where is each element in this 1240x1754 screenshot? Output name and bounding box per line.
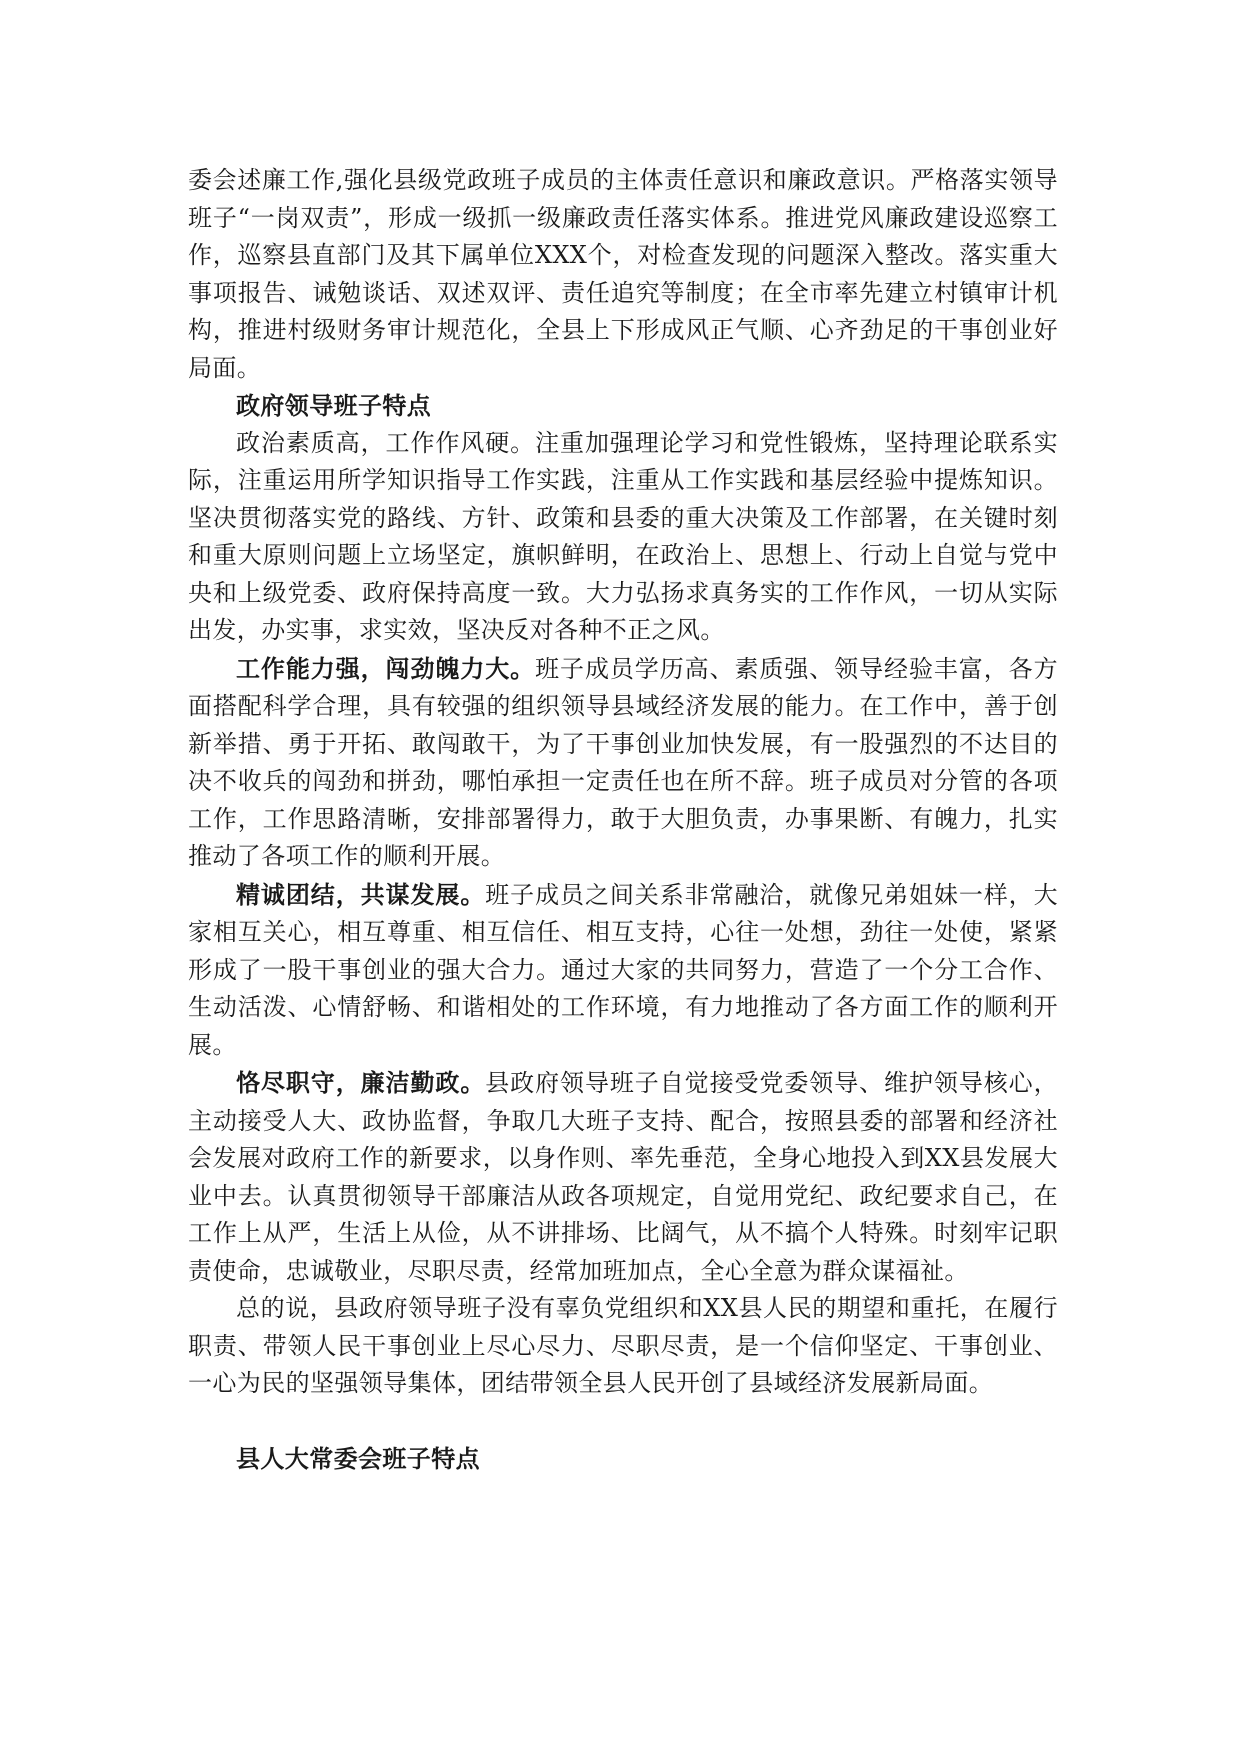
section-gap — [188, 1403, 1058, 1440]
section-heading-peoples-congress: 县人大常委会班子特点 — [236, 1443, 480, 1473]
paragraph-body-work-ability: 班子成员学历高、素质强、领导经验丰富，各方面搭配科学合理，具有较强的组织领导县域经济发展的能力。在工作中，善于创新举措、勇于开拓、敢闯敢干，为了干事创业加快发展，有一股强烈的不达目的决不收兵的闯劲和拼劲，哪怕承担一定责任也在所不辞。班子成员对分管的各项工作，工作思路清晰，安排部署得力，敢于大胆负责，办事果断、有魄力，扎实推动了各项工作的顺利开展。 — [188, 654, 1058, 870]
paragraph-body-integrity: 县政府领导班子自觉接受党委领导、维护领导核心，主动接受人大、政协监督，争取几大班子支持、配合，按照县委的部署和经济社会发展对政府工作的新要求，以身作则、率先垂范，全身心地投入到XX县发展大业中去。认真贯彻领导干部廉洁从政各项规定，自觉用党纪、政纪要求自己，在工作上从严，生活上从俭，从不讲排场、比阔气，从不搞个人特殊。时刻牢记职责使命，忠诚敬业，尽职尽责，经常加班加点，全心全意为群众谋福祉。 — [188, 1069, 1058, 1285]
section-heading-government: 政府领导班子特点 — [236, 391, 432, 420]
paragraph-body-unity: 班子成员之间关系非常融洽，就像兄弟姐妹一样，大家相互关心，相互尊重、相互信任、相互支持，心往一处想，劲往一处使，紧紧形成了一股干事创业的强大合力。通过大家的共同努力，营造了一个分工合作、生动活泼、心情舒畅、和谐相处的工作环境，有力地推动了各方面工作的顺利开展。 — [188, 880, 1058, 1059]
paragraph-lead-work-ability: 工作能力强，闯劲魄力大。 — [236, 653, 536, 683]
paragraph-work-ability — [188, 650, 1058, 876]
paragraph-discipline-work: 委会述廉工作,强化县级党政班子成员的主体责任意识和廉政意识。严格落实领导班子“一岗双责”，形成一级抓一级廉政责任落实体系。推进党风廉政建设巡察工作，巡察县直部门及其下属单位XXX个，对检查发现的问题深入整改。落实重大事项报告、诫勉谈话、双述双评、责任追究等制度；在全市率先建立村镇审计机构，推进村级财务审计规范化，全县上下形成风正气顺、心齐劲足的干事创业好局面。 — [188, 166, 1058, 382]
paragraph-lead-unity: 精诚团结，共谋发展。 — [236, 879, 486, 909]
paragraph-summary: 总的说，县政府领导班子没有辜负党组织和XX县人民的期望和重托，在履行职责、带领人民干事创业上尽心尽力、尽职尽责，是一个信仰坚定、干事创业、一心为民的坚强领导集体，团结带领全县人民开创了县域经济发展新局面。 — [188, 1294, 1058, 1397]
paragraph-integrity — [188, 1064, 1058, 1290]
paragraph-political-quality: 政治素质高，工作作风硬。注重加强理论学习和党性锻炼，坚持理论联系实际，注重运用所学知识指导工作实践，注重从工作实践和基层经验中提炼知识。坚决贯彻落实党的路线、方针、政策和县委的重大决策及工作部署，在关键时刻和重大原则问题上立场坚定，旗帜鲜明，在政治上、思想上、行动上自觉与党中央和上级党委、政府保持高度一致。大力弘扬求真务实的工作作风，一切从实际出发，办实事，求实效，坚决反对各种不正之风。 — [188, 428, 1058, 644]
document-page — [188, 162, 1058, 1477]
paragraph-lead-integrity: 恪尽职守，廉洁勤政。 — [236, 1068, 486, 1097]
paragraph-unity — [188, 876, 1058, 1065]
